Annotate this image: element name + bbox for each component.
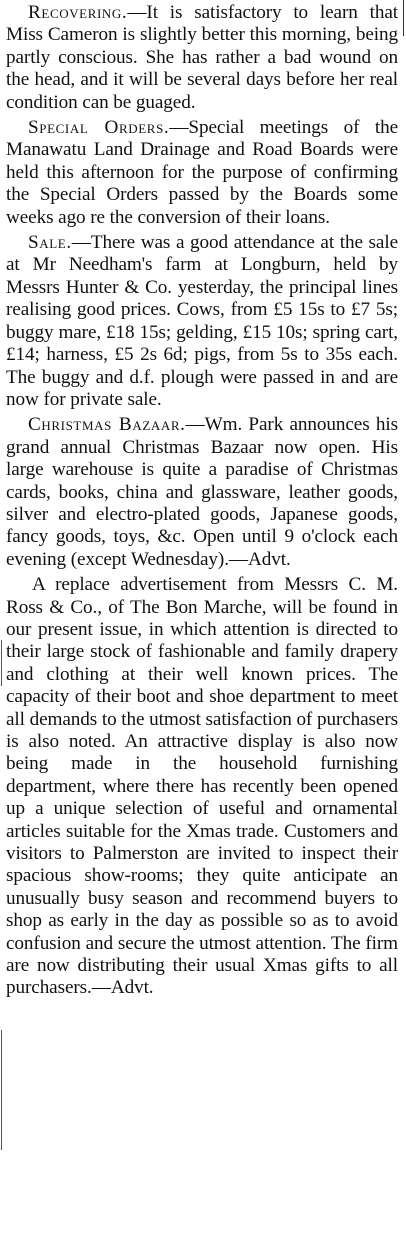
article-body: —Wm. Park announces his grand annual Christmas Bazaar now open. His large warehouse is quite a paradise of Christmas cards, books, china and glassware, leather goods, silver and electro-plated goods, Japanese goods, fancy goods, toys, &c. Open until 9 o'clock each evening (except Wednesday).—Advt. bbox=[6, 414, 398, 570]
margin-mark bbox=[1, 640, 2, 686]
article-heading: Sale. bbox=[28, 232, 72, 254]
article-heading: Christmas Bazaar. bbox=[28, 414, 186, 436]
article-special-orders bbox=[6, 117, 398, 229]
column-rule bbox=[403, 0, 404, 36]
article-body: —There was a good attendance at the sale at Mr Needham's farm at Longburn, held by Messrs Hunter & Co. yesterday, the principal lines realising good prices. Cows, from £5 15s to £7 5s; buggy mare, £18 15s; gelding, £15 10s; spring cart, £14; harness, £5 2s 6d; pigs, from 5s to 35s each. The buggy and d.f. plough were passed in and are now for private sale. bbox=[6, 232, 398, 410]
margin-mark bbox=[1, 1030, 2, 1150]
article-christmas-bazaar bbox=[6, 414, 398, 571]
article-heading: Special Orders. bbox=[28, 117, 170, 139]
article-sale bbox=[6, 232, 398, 411]
article-heading: Recovering. bbox=[28, 2, 128, 23]
article-body: A replace advertisement from Messrs C. M. Ross & Co., of The Bon Marche, will be found in our present issue, in which attention is directed to their large stock of fashionable and family drapery and clothing at their well known prices. The capacity of their boot and shoe department to meet all demands to the utmost satisfaction of purchasers is also noted. An attractive display is also now being made in the household furnishing department, where there has recently been opened up a unique selection of useful and ornamental articles suitable for the Xmas trade. Customers and visitors to Palmerston are invited to inspect their spacious show-rooms; they quite anticipate an unusually busy season and recommend buyers to shop as early in the day as possible so as to avoid confusion and secure the utmost attention. The firm are now distributing their usual Xmas gifts to all purchasers.—Advt. bbox=[6, 574, 398, 999]
article-body: —Special meetings of the Manawatu Land Drainage and Road Boards were held this afternoon for the purpose of confirming the Special Orders passed by the Boards some weeks ago re the conversion of their loans. bbox=[6, 117, 398, 228]
article-body: —It is satisfactory to learn that Miss Cameron is slightly better this morning, being partly conscious. She has rather a bad wound on the head, and it will be several days before her real condition can be guaged. bbox=[6, 2, 398, 113]
article-advertisement-notice bbox=[6, 574, 398, 1000]
article-recovering bbox=[6, 2, 398, 114]
